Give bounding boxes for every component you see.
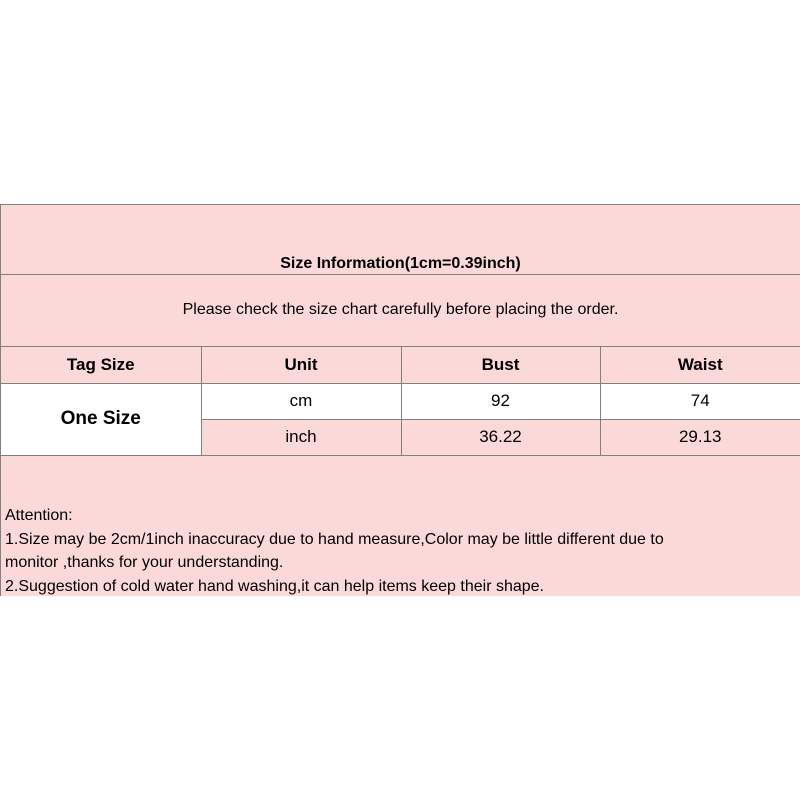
waist-cell: 29.13	[600, 419, 800, 455]
table-header-row	[1, 347, 800, 383]
attention-line: 1.Size may be 2cm/1inch inaccuracy due to hand measure,Color may be little different due to	[5, 530, 664, 548]
unit-cell: inch	[201, 419, 401, 455]
header-waist: Waist	[600, 347, 800, 383]
header-tag-size: Tag Size	[1, 347, 201, 383]
table-row	[1, 383, 800, 419]
attention-section	[1, 456, 800, 596]
attention-line: monitor ,thanks for your understanding.	[5, 554, 284, 571]
attention-heading: Attention:	[5, 507, 73, 524]
unit-cell: cm	[201, 383, 401, 419]
notice-row	[1, 275, 800, 347]
attention-line: 2.Suggestion of cold water hand washing,it can help items keep their shape.	[5, 577, 544, 595]
header-unit: Unit	[201, 347, 401, 383]
size-chart	[0, 204, 800, 596]
bust-cell: 92	[401, 383, 600, 419]
order-notice: Please check the size chart carefully before placing the order.	[182, 301, 619, 318]
attention-notes	[5, 504, 795, 598]
bust-cell: 36.22	[401, 419, 600, 455]
tag-size-value: One Size	[1, 383, 201, 455]
header-bust: Bust	[401, 347, 600, 383]
size-table	[1, 347, 800, 456]
size-info-title: Size Information(1cm=0.39inch)	[280, 255, 521, 272]
waist-cell: 74	[600, 383, 800, 419]
title-row	[1, 205, 800, 275]
